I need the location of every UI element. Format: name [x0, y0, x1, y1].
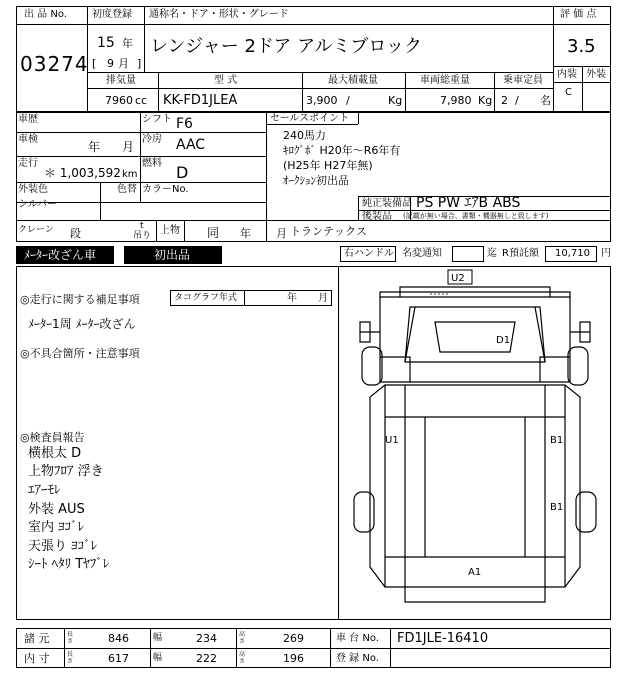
- color-number-label: カラーNo.: [142, 184, 189, 195]
- lot-number: 03274: [20, 52, 89, 76]
- gross-weight: 7,980: [440, 94, 472, 107]
- gross-weight-unit: Kg: [478, 94, 493, 107]
- divider: [244, 290, 245, 306]
- inspector-item: 横根太 D: [28, 446, 82, 461]
- interior-label: 内装: [557, 69, 577, 80]
- divider: [358, 196, 359, 220]
- payload-label: 最大積載量: [328, 75, 378, 86]
- recycle-unit: 円: [601, 248, 611, 259]
- divider: [266, 112, 267, 242]
- tacho-year: 年: [287, 293, 297, 304]
- mileage-unit: km: [122, 169, 138, 180]
- divider: [390, 628, 391, 668]
- divider: [553, 82, 611, 83]
- exterior-label: 外装: [586, 69, 606, 80]
- divider: [140, 112, 141, 202]
- payload-sep: /: [346, 94, 350, 107]
- ac-value: AAC: [176, 137, 206, 153]
- divider: [150, 628, 151, 668]
- divider: [330, 628, 331, 668]
- reg-label: 初度登録: [92, 9, 132, 20]
- capacity-sep: /: [515, 94, 519, 107]
- divider: [87, 72, 553, 73]
- fuel-value: D: [176, 163, 189, 182]
- capacity-label: 乗車定員: [503, 75, 543, 86]
- height-label: 高さ: [239, 651, 246, 665]
- diagram-mark: U2: [451, 273, 465, 284]
- outer-label: 諸 元: [24, 632, 50, 645]
- defects-label: ◎不具合箇所・注意事項: [20, 347, 140, 360]
- gross-weight-label: 車両総重量: [420, 75, 470, 86]
- name-change-box: [452, 246, 484, 262]
- divider: [158, 72, 159, 112]
- tacho-month: 月: [318, 293, 328, 304]
- width-label: 幅: [153, 653, 163, 663]
- length-label: 長さ: [67, 631, 74, 645]
- inspector-item: 外装 AUS: [28, 502, 85, 517]
- name-label: 通称名・ドア・形状・グレード: [149, 9, 289, 20]
- payload-unit: Kg: [388, 94, 403, 107]
- mileage-label: 走行: [18, 158, 38, 169]
- divider: [553, 6, 554, 112]
- payload: 3,900: [306, 94, 338, 107]
- ac-label: 冷房: [142, 134, 162, 145]
- divider: [582, 66, 583, 112]
- outer-length: 846: [108, 632, 129, 645]
- width-label: 幅: [153, 633, 163, 643]
- length-label: 長さ: [67, 651, 74, 665]
- displacement-label: 排気量: [106, 75, 136, 86]
- sales-point: (H25年 H27年無): [283, 159, 373, 172]
- sales-label: セールスポイント: [270, 113, 350, 124]
- inspector-label: ◎検査員報告: [20, 431, 85, 444]
- reg-month-unit: 月: [118, 57, 129, 70]
- lot-label: 出 品 No.: [24, 9, 67, 20]
- inspector-item: ｼｰﾄ ﾍﾀﾘ Tﾔﾌﾞﾚ: [28, 557, 110, 572]
- truck-diagram: [340, 267, 610, 619]
- name-change-label: 名変通知: [402, 248, 442, 259]
- interior-grade: C: [565, 87, 572, 98]
- divider: [87, 88, 553, 89]
- shift-value: F6: [176, 116, 193, 132]
- reg-year-unit: 年: [122, 37, 133, 50]
- capacity: 2: [501, 94, 508, 107]
- model-label: 型 式: [214, 75, 238, 86]
- inner-width: 222: [196, 652, 217, 665]
- divider: [16, 24, 87, 25]
- inner-length: 617: [108, 652, 129, 665]
- divider: [358, 112, 359, 124]
- inspector-item: 天張り ﾖｺﾞﾚ: [28, 539, 98, 554]
- divider: [553, 24, 611, 25]
- color-value: シルバー: [18, 199, 58, 210]
- divider: [494, 72, 495, 112]
- diagram-mark: A1: [468, 567, 482, 578]
- accessories-label: 後装品: [362, 211, 392, 222]
- recycle-label: R預託額: [502, 248, 539, 259]
- tachograph-label: タコグラフ年式: [174, 293, 238, 303]
- divider: [405, 72, 406, 112]
- inspector-item: 室内 ﾖｺﾞﾚ: [28, 520, 85, 535]
- divider: [338, 266, 339, 620]
- equipment-value: PS PW ｴｱB ABS: [416, 195, 521, 211]
- crane-label: クレーン: [18, 225, 54, 235]
- model: KK-FD1JLEA: [163, 93, 238, 108]
- diagram-mark: B1: [550, 435, 564, 446]
- crane-ton-top: t: [140, 221, 144, 231]
- divider: [100, 182, 101, 220]
- height-label: 高さ: [239, 631, 246, 645]
- divider: [144, 24, 145, 72]
- divider: [16, 220, 611, 221]
- color-change-label: 色替: [117, 184, 137, 195]
- reg-month: 9: [107, 57, 114, 70]
- sales-point: ｵｰｸｼｮﾝ初出品: [283, 174, 349, 187]
- equipment-label: 純正装備品: [362, 198, 412, 209]
- displacement: 7960: [105, 94, 133, 107]
- inspection-label: 車検: [18, 134, 38, 145]
- regno-label: 登 録 No.: [336, 653, 379, 664]
- inspection-year: 年: [88, 140, 101, 154]
- score-value: 3.5: [567, 36, 596, 57]
- diagram-mark: D1: [496, 335, 511, 346]
- shift-label: シフト: [142, 114, 172, 125]
- first-listing-badge: 初出品: [124, 246, 222, 264]
- upper-same: 同: [207, 226, 220, 240]
- sales-point: 240馬力: [283, 129, 326, 142]
- recycle-amount: 10,710: [555, 248, 590, 259]
- displacement-unit: cc: [135, 94, 148, 107]
- mileage-value: ＊ 1,003,592: [44, 166, 121, 180]
- history-label: 車歴: [18, 114, 38, 125]
- remark: 迄: [487, 248, 497, 259]
- upper-label: 上物: [160, 225, 180, 236]
- divider: [302, 72, 303, 112]
- chassis-number: FD1JLE-16410: [397, 631, 489, 646]
- divider: [16, 132, 266, 133]
- divider: [266, 124, 358, 125]
- diagram-mark: B1: [550, 502, 564, 513]
- divider: [144, 6, 145, 24]
- inspector-item: ｴｱｰﾓﾚ: [28, 483, 61, 498]
- chassis-label: 車 台 No.: [336, 633, 379, 644]
- accessories-note: (記載が無い場合、書類・機器無しと致します): [403, 212, 549, 220]
- meter-tampered-badge: ﾒｰﾀｰ改ざん車: [16, 246, 114, 264]
- inner-height: 196: [283, 652, 304, 665]
- upper-month: 月: [276, 227, 287, 240]
- outer-width: 234: [196, 632, 217, 645]
- upper-year: 年: [240, 227, 251, 240]
- inspector-item: 上物ﾌﾛｱ 浮き: [28, 464, 104, 479]
- sales-point: ｷﾛｸﾞﾎﾞ H20年～R6年有: [283, 144, 401, 157]
- outer-height: 269: [283, 632, 304, 645]
- diagram-mark: U1: [385, 435, 399, 446]
- divider: [16, 156, 266, 157]
- divider: [16, 182, 266, 183]
- reg-year: 15: [97, 35, 115, 51]
- running-label: ◎走行に関する補足事項: [20, 293, 140, 306]
- divider: [87, 24, 553, 25]
- divider: [16, 648, 611, 649]
- score-label: 評 価 点: [560, 9, 597, 20]
- inspection-month: 月: [122, 140, 135, 154]
- running-text: ﾒｰﾀｰ1周 ﾒｰﾀｰ改ざん: [28, 317, 136, 331]
- divider: [236, 628, 237, 668]
- divider: [184, 220, 185, 242]
- crane-ton-bottom: 吊り: [133, 231, 152, 241]
- capacity-unit: 名: [540, 94, 551, 107]
- crane-stage: 段: [70, 227, 81, 240]
- color-label: 外装色: [18, 184, 48, 195]
- fuel-label: 燃料: [142, 158, 162, 169]
- car-name: レンジャー 2ドア アルミブロック: [150, 36, 423, 57]
- upper-maker: トランテックス: [290, 225, 367, 238]
- divider: [64, 628, 65, 668]
- inner-label: 内 寸: [24, 652, 50, 665]
- steering: 右ハンドル: [344, 248, 394, 259]
- divider: [156, 220, 157, 242]
